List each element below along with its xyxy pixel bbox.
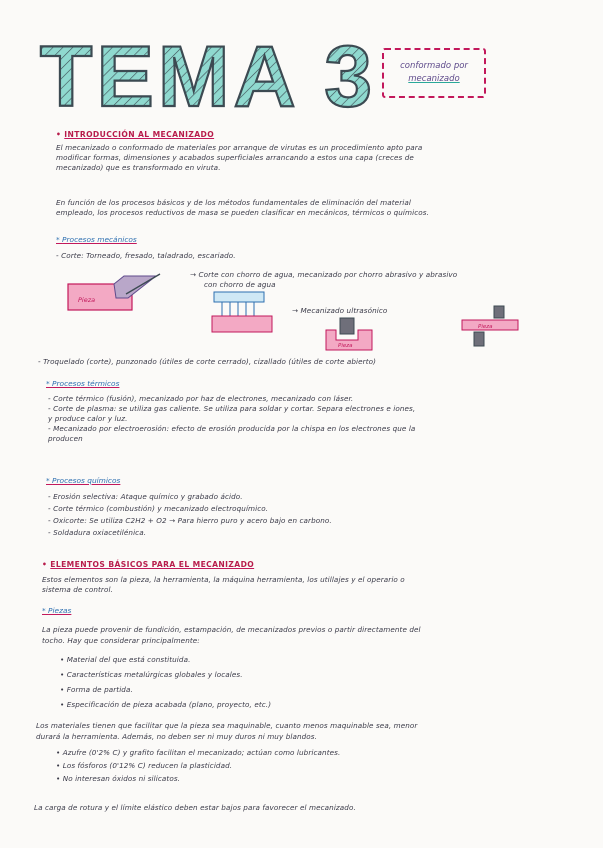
fig-label-pieza: Pieza (78, 296, 96, 304)
title-text: TEMA 3 (39, 29, 377, 125)
intro-paragraph-2: En función de los procesos básicos y de los métodos fundamentales de eliminación del material empleado, los procesos reductivos de masa se pueden clasificar en mecánicos, térmicos o químicos. (56, 198, 430, 217)
piezas-bullets: • Material del que está constituida. • Características metalúrgicas globales y locales. • Forma de partida. • Especificación de pieza acabada (plano, proyecto, etc.) (60, 655, 272, 709)
piezas-bullets-2: • Azufre (0'2% C) y grafito facilitan el mecanizado; actúan como lubricantes. • Los fósforos (0'12% C) reducen la plasticidad. • No interesan óxidos ni silicatos. (56, 748, 341, 783)
mecanicos-corte: - Corte: Torneado, fresado, taladrado, escariado. (56, 251, 236, 260)
subsection-title-piezas: * Piezas (42, 606, 72, 615)
waterjet-diagram (210, 290, 276, 336)
piezas-paragraph-3: La carga de rotura y el límite elástico deben estar bajos para favorecer el mecanizado. (34, 803, 356, 812)
elementos-intro: Estos elementos son la pieza, la herramienta, la máquina herramienta, los utillajes y el operario o sistema de control. (42, 575, 405, 594)
fig-label-pieza-2: Pieza (338, 343, 353, 349)
subtitle-line2: mecanizado (408, 74, 460, 84)
title-lettering (39, 29, 377, 125)
subtitle-box (382, 48, 486, 98)
page-title (39, 29, 377, 125)
turning-diagram (66, 272, 162, 314)
section-title-elementos: • ELEMENTOS BÁSICOS PARA EL MECANIZADO (42, 560, 255, 569)
subsection-title-quimicos: * Procesos químicos (46, 476, 121, 485)
fig-label-pieza-3: Pieza (478, 324, 493, 330)
mecanicos-agua: → Corte con chorro de agua, mecanizado por chorro abrasivo y abrasivo con chorro de agua (190, 270, 458, 289)
piezas-paragraph-1: La pieza puede provenir de fundición, estampación, de mecanizados previos o partir directamente del tocho. Hay que considerar principalmente: (42, 625, 421, 645)
mecanicos-troquelado: - Troquelado (corte), punzonado (útiles de corte cerrado), cizallado (útiles de corte abierto) (38, 357, 377, 366)
mecanicos-ultrasonico: → Mecanizado ultrasónico (292, 306, 388, 315)
intro-paragraph-1: El mecanizado o conformado de materiales por arranque de virutas es un procedimiento apto para modificar formas, dimensiones y acabados superficiales arrancando a estos una capa (creces de mecanizado) que es transformado en viruta. (56, 143, 423, 172)
termicos-list: - Corte térmico (fusión), mecanizado por haz de electrones, mecanizado con láser. - Corte de plasma: se utiliza gas caliente. Se utiliza para soldar y cortar. Separa electrones e iones, y produce calor y luz. - Mecanizado por electroerosión: efecto de erosión producida por la chispa en los electrones que la producen (48, 394, 416, 443)
quimicos-list: - Erosión selectiva: Ataque químico y grabado ácido. - Corte térmico (combustión) y mecanizado electroquímico. - Oxicorte: Se utiliza C2H2 + O2 → Para hierro puro y acero bajo en carbono. - Soldadura oxiacetilénica. (48, 492, 332, 537)
punching-diagram (458, 304, 522, 350)
piezas-paragraph-2: Los materiales tienen que facilitar que la pieza sea maquinable, cuanto menos maquinable sea, menor durará la herramienta. Además, no deben ser ni muy duros ni muy blandos. (36, 721, 418, 741)
section-title-intro: • INTRODUCCIÓN AL MECANIZADO (56, 130, 215, 139)
ultrasonic-diagram (322, 316, 376, 352)
subsection-title-termicos: * Procesos térmicos (46, 379, 120, 388)
subtitle-line1: conformado por (400, 61, 468, 71)
subsection-title-mecanicos: * Procesos mecánicos (56, 235, 137, 244)
